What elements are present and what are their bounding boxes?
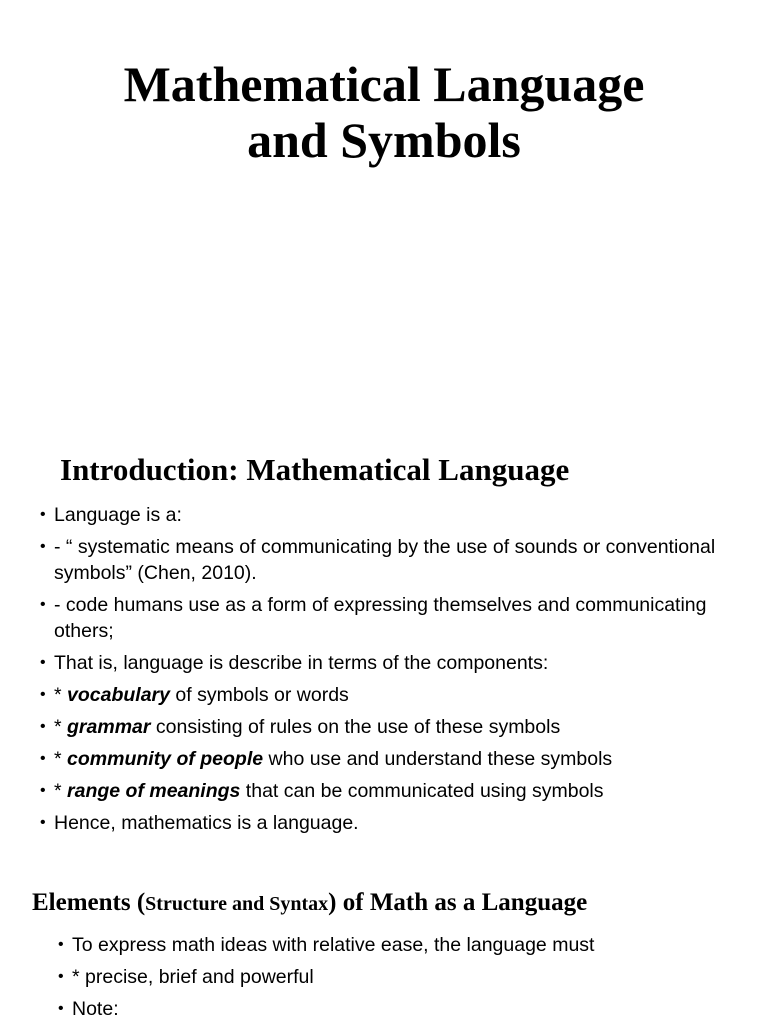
bullet-item: • Language is a: bbox=[40, 502, 740, 528]
main-title-line-1: Mathematical Language bbox=[123, 56, 645, 112]
emphasis-term: vocabulary bbox=[67, 684, 170, 706]
introduction-slide bbox=[0, 440, 768, 840]
bullet-item: • That is, language is describe in terms of the components: bbox=[40, 650, 740, 676]
bullet-item: • * precise, brief and powerful bbox=[58, 964, 758, 990]
title-slide bbox=[0, 0, 768, 420]
bullet-item: • Hence, mathematics is a language. bbox=[40, 810, 740, 836]
bullet-item: • - code humans use as a form of expressing themselves and communicating others; bbox=[40, 592, 740, 644]
bullet-item: • Note: bbox=[58, 996, 758, 1022]
bullet-item: • * range of meanings that can be communicated using symbols bbox=[40, 778, 740, 804]
elements-slide bbox=[0, 880, 768, 1024]
emphasis-term: grammar bbox=[67, 716, 151, 738]
bullet-item: • * vocabulary of symbols or words bbox=[40, 682, 740, 708]
emphasis-term: range of meanings bbox=[67, 780, 241, 802]
bullet-item: • * grammar consisting of rules on the use of these symbols bbox=[40, 714, 740, 740]
introduction-heading: Introduction: Mathematical Language bbox=[60, 452, 570, 487]
bullet-item: • - “ systematic means of communicating by the use of sounds or conventional symbols” (Chen, 2010). bbox=[40, 534, 740, 586]
elements-bullet-list bbox=[58, 932, 758, 1024]
main-title-line-2: and Symbols bbox=[247, 112, 521, 168]
bullet-item: • * community of people who use and understand these symbols bbox=[40, 746, 740, 772]
main-title bbox=[0, 56, 768, 168]
bullet-item: • To express math ideas with relative ease, the language must bbox=[58, 932, 758, 958]
introduction-bullet-list bbox=[40, 502, 740, 842]
emphasis-term: community of people bbox=[67, 748, 264, 770]
elements-heading: Elements (Structure and Syntax) of Math as a Language bbox=[32, 889, 588, 916]
